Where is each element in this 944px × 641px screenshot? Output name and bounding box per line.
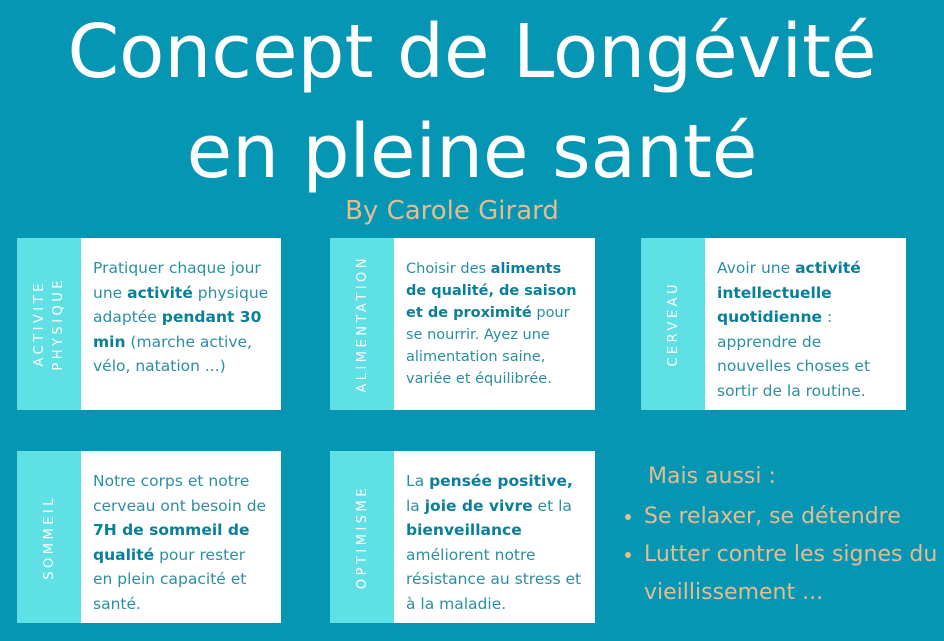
card-tab-label: OPTIMISME	[354, 484, 370, 590]
card-text: Notre corps et notre cerveau ont besoin de	[93, 472, 267, 515]
card-body	[705, 238, 906, 410]
card-text: améliorent notre résistance au stress et à la maladie.	[406, 545, 582, 613]
card-text: Pratiquer chaque jour une	[93, 259, 261, 302]
card-text: Choisir des	[406, 261, 491, 277]
card-text: pour rester en plein capacité et santé.	[93, 545, 247, 613]
card-text: Avoir une	[717, 259, 796, 277]
card-tab	[330, 451, 394, 623]
card-text-bold: joie de vivre	[424, 496, 533, 515]
card-tab	[641, 238, 705, 410]
card-text-bold: activité intellectuelle quotidienne	[717, 259, 861, 326]
card-sommeil	[17, 451, 281, 623]
card-tab-label: ACTIVITE PHYSIQUE	[32, 277, 66, 371]
card-text-bold: aliments de qualité, de saison et de proximité	[406, 261, 577, 321]
card-tab-label: CERVEAU	[665, 281, 681, 367]
card-cerveau	[641, 238, 906, 410]
mais-aussi-list	[618, 498, 944, 612]
card-text-bold: pendant 30 min	[93, 308, 262, 351]
list-item: • Lutter contre les signes du vieillissement ...	[644, 536, 944, 612]
card-tab	[330, 238, 394, 410]
card-text: La	[406, 472, 430, 490]
card-body	[394, 451, 595, 623]
card-text: : apprendre de nouvelles choses et sortir de la routine.	[717, 308, 871, 400]
title-line-1: Concept de Longévité	[67, 9, 877, 95]
card-alimentation	[330, 238, 595, 410]
card-activite-physique	[17, 238, 281, 410]
card-text-bold: bienveillance	[406, 521, 522, 539]
list-item: • Se relaxer, se détendre	[644, 498, 944, 536]
card-text-bold: 7H de sommeil de qualité	[93, 521, 250, 564]
card-tab	[17, 451, 81, 623]
card-body	[81, 451, 281, 623]
card-tab-label: SOMMEIL	[41, 494, 57, 580]
card-text-bold: pensée positive,	[429, 472, 573, 490]
mais-aussi-title: Mais aussi :	[648, 464, 776, 489]
card-text: pour se nourrir. Ayez une alimentation saine, variée et équilibrée.	[406, 305, 570, 387]
card-text: la	[406, 496, 425, 515]
card-optimisme	[330, 451, 595, 623]
card-body	[394, 238, 595, 410]
card-text: et la	[532, 496, 572, 515]
card-text: physique adaptée	[93, 283, 269, 326]
page-title	[0, 2, 944, 202]
card-body	[81, 238, 281, 410]
card-tab	[17, 238, 81, 410]
card-tab-label: ALIMENTATION	[354, 255, 370, 393]
card-text-bold: activité	[127, 283, 193, 302]
author-byline: By Carole Girard	[345, 196, 559, 226]
title-line-2: en pleine santé	[186, 109, 758, 195]
mais-aussi-section	[618, 458, 944, 612]
card-text: (marche active, vélo, natation ...)	[93, 332, 252, 375]
